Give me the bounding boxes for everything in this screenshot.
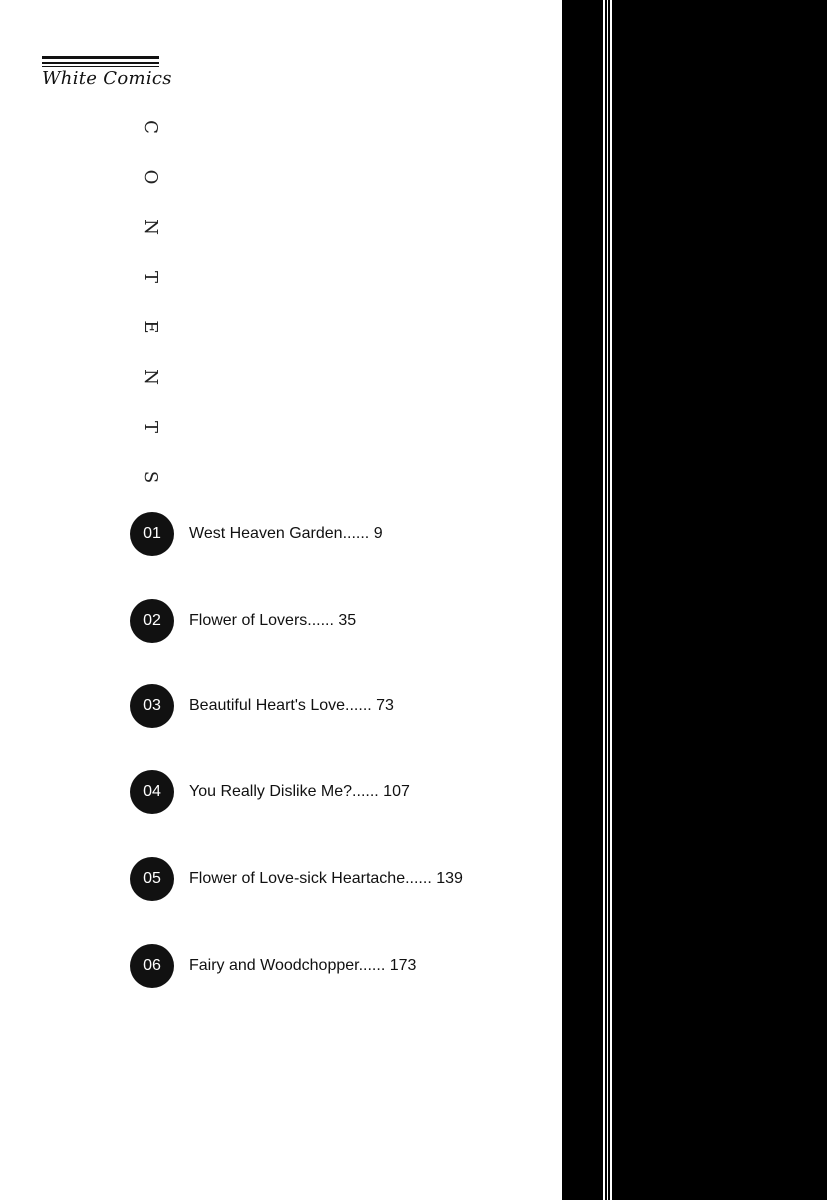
band-divider-line <box>610 0 612 1200</box>
toc-entry <box>130 770 530 814</box>
toc-entry-text <box>189 696 394 716</box>
logo-rule <box>42 62 159 64</box>
page-number: 107 <box>383 783 410 800</box>
logo-rule <box>42 56 159 59</box>
chapter-number-badge: 04 <box>130 770 174 814</box>
toc-entry-text <box>189 869 463 889</box>
toc-entry-text <box>189 524 383 544</box>
chapter-title: West Heaven Garden <box>189 525 343 542</box>
logo-text: White Comics <box>42 68 172 89</box>
page-number: 35 <box>338 612 357 629</box>
chapter-title: Beautiful Heart's Love <box>189 697 346 714</box>
chapter-number-badge: 03 <box>130 684 174 728</box>
dot-leader: ...... <box>405 870 432 887</box>
chapter-number-badge: 01 <box>130 512 174 556</box>
contents-heading <box>132 112 168 492</box>
toc-entry <box>130 944 530 988</box>
contents-heading-letter: N <box>140 219 161 235</box>
toc-entry <box>130 599 530 643</box>
page-number: 173 <box>389 957 417 974</box>
contents-heading-letter: N <box>140 369 161 385</box>
right-black-band <box>562 0 827 1200</box>
logo-rule <box>42 66 159 67</box>
dot-leader: ...... <box>352 783 379 800</box>
contents-heading-letter: T <box>140 270 161 283</box>
toc-entry <box>130 684 530 728</box>
chapter-title: You Really Dislike Me? <box>189 783 353 800</box>
chapter-title: Fairy and Woodchopper <box>189 957 359 974</box>
toc-entry-text <box>189 956 416 976</box>
chapter-number-badge: 05 <box>130 857 174 901</box>
toc-entry-text <box>189 611 356 631</box>
page-number: 9 <box>373 525 383 542</box>
dot-leader: ...... <box>345 697 372 714</box>
dot-leader: ...... <box>358 957 386 974</box>
dot-leader: ...... <box>342 525 370 542</box>
page-number: 73 <box>376 697 394 714</box>
page-number: 139 <box>436 870 463 887</box>
contents-heading-letter: O <box>140 169 161 185</box>
band-divider-line <box>607 0 608 1200</box>
chapter-title: Flower of Lovers <box>189 612 308 629</box>
chapter-number-badge: 02 <box>130 599 174 643</box>
band-divider-line <box>603 0 605 1200</box>
chapter-title: Flower of Love-sick Heartache <box>189 870 406 887</box>
contents-heading-letter: C <box>140 120 161 134</box>
contents-heading-letter: S <box>140 470 161 484</box>
contents-heading-letter: T <box>140 420 161 433</box>
toc-entry-text <box>189 782 410 802</box>
toc-entry <box>130 512 530 556</box>
contents-heading-letter: E <box>140 320 161 334</box>
toc-entry <box>130 857 530 901</box>
chapter-number-badge: 06 <box>130 944 174 988</box>
dot-leader: ...... <box>307 612 334 629</box>
